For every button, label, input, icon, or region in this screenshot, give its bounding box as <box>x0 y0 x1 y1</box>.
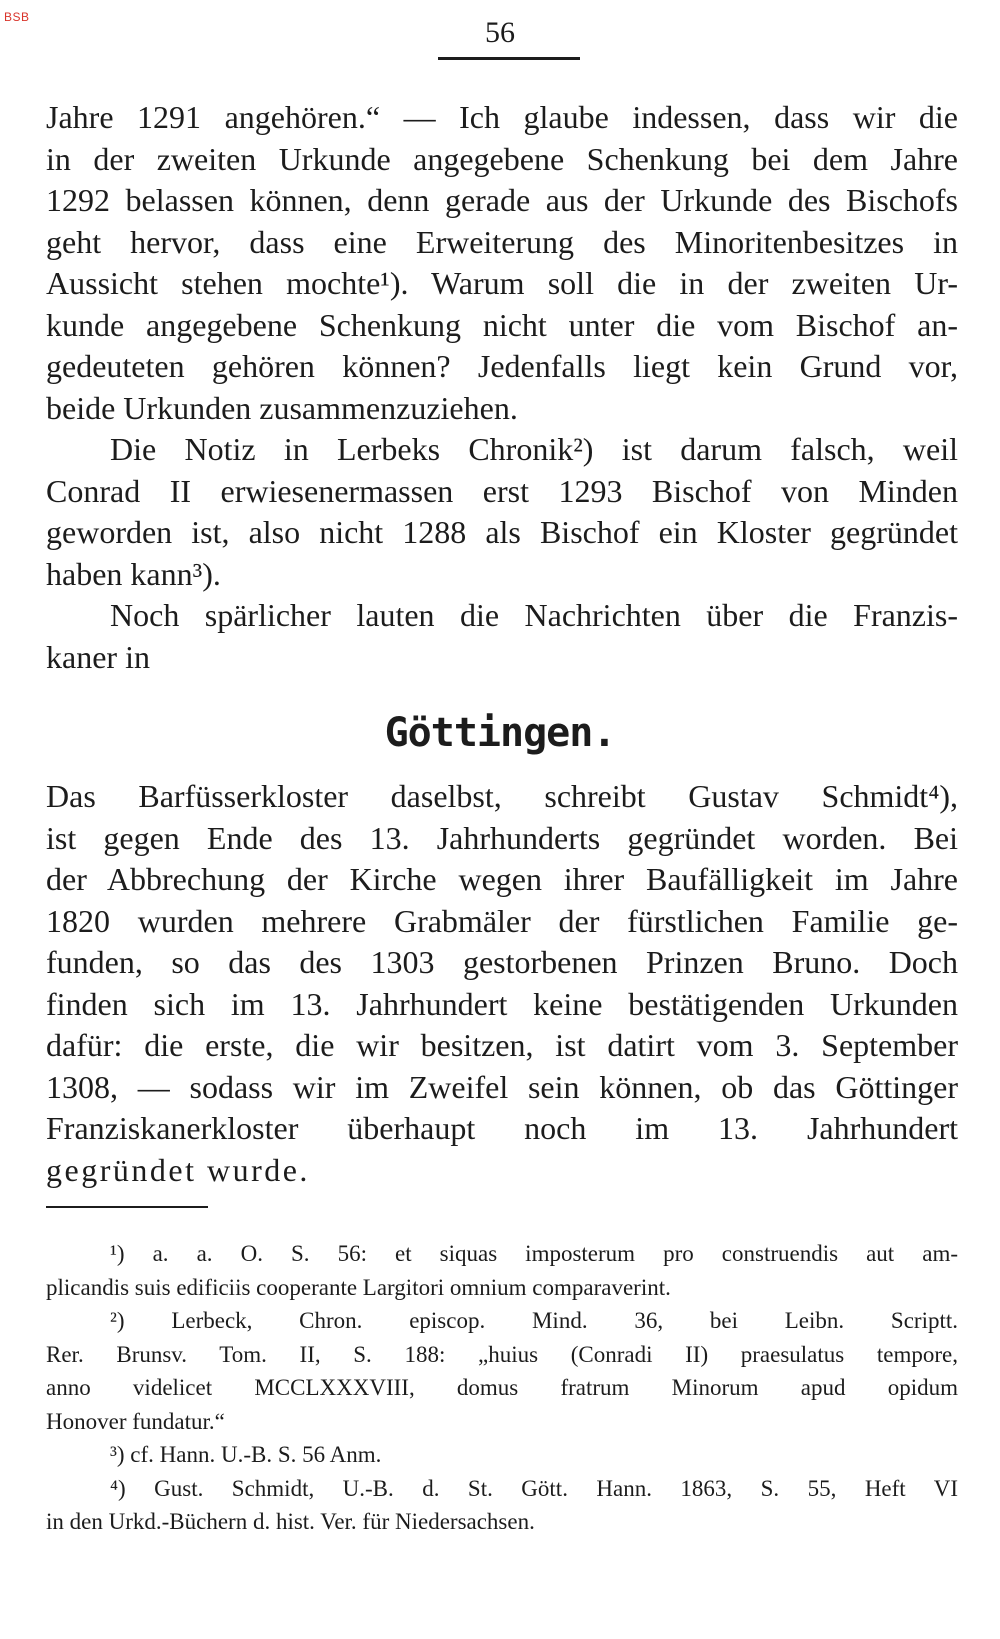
text-line: 1820 wurden mehrere Grabmäler der fürstlichen Familie ge- <box>46 902 958 939</box>
footnote-line: ¹) a. a. O. S. 56: et siquas imposterum pro construendis aut am- <box>110 1241 958 1266</box>
library-watermark: BSB <box>4 10 30 24</box>
footnote-line: anno videlicet MCCLXXXVIII, domus fratrum Minorum apud opidum <box>46 1375 958 1400</box>
text-line: kunde angegebene Schenkung nicht unter die vom Bischof an- <box>46 306 958 343</box>
footnote-separator <box>46 1206 208 1208</box>
text-line: kaner in <box>46 638 150 675</box>
main-text-top <box>46 97 958 678</box>
text-line: der Abbrechung der Kirche wegen ihrer Baufälligkeit im Jahre <box>46 861 958 897</box>
page-number: 56 <box>485 16 515 49</box>
text-line: finden sich im 13. Jahrhundert keine bestätigenden Urkunden <box>46 985 958 1022</box>
footnotes <box>46 1237 958 1539</box>
text-line: Noch spärlicher lauten die Nachrichten über die Franzis- <box>110 597 958 633</box>
text-line: funden, so das des 1303 gestorbenen Prinzen Bruno. Doch <box>46 944 958 980</box>
text-line: Das Barfüsserkloster daselbst, schreibt Gustav Schmidt⁴), <box>46 778 958 814</box>
text-line: beide Urkunden zusammenzuziehen. <box>46 389 518 426</box>
footnote-line: ⁴) Gust. Schmidt, U.-B. d. St. Gött. Hann. 1863, S. 55, Heft VI <box>110 1475 958 1501</box>
text-line: Franziskanerkloster überhaupt noch im 13. Jahrhundert <box>46 1110 958 1146</box>
text-line: gedeuteten gehören können? Jedenfalls liegt kein Grund vor, <box>46 348 958 384</box>
text-line: geworden ist, also nicht 1288 als Bischof ein Kloster gegründet <box>46 514 958 550</box>
footnote-line: ³) cf. Hann. U.-B. S. 56 Anm. <box>110 1442 382 1467</box>
header-rule <box>438 57 580 60</box>
footnote-line: ²) Lerbeck, Chron. episcop. Mind. 36, bei Leibn. Scriptt. <box>110 1308 958 1333</box>
footnote-line: Rer. Brunsv. Tom. II, S. 188: „huius (Conradi II) praesulatus tempore, <box>46 1341 958 1367</box>
footnote-line: in den Urkd.-Büchern d. hist. Ver. für Niedersachsen. <box>46 1509 535 1534</box>
section-heading: Göttingen. <box>384 710 616 756</box>
text-line: ist gegen Ende des 13. Jahrhunderts gegründet worden. Bei <box>46 819 958 856</box>
footnote-line: plicandis suis edificiis cooperante Largitori omnium comparaverint. <box>46 1274 671 1300</box>
text-line: 1308, — sodass wir im Zweifel sein können, ob das Göttinger <box>46 1068 958 1105</box>
text-line: gegründet wurde. <box>46 1151 310 1188</box>
text-line: in der zweiten Urkunde angegebene Schenkung bei dem Jahre <box>46 140 958 177</box>
main-text-bottom <box>46 776 958 1191</box>
text-line: Jahre 1291 angehören.“ — Ich glaube indessen, dass wir die <box>46 99 958 135</box>
text-line: dafür: die erste, die wir besitzen, ist datirt vom 3. September <box>46 1027 958 1063</box>
footnote-line: Honover fundatur.“ <box>46 1408 225 1434</box>
text-line: Die Notiz in Lerbeks Chronik²) ist darum falsch, weil <box>110 431 958 467</box>
text-line: Aussicht stehen mochte¹). Warum soll die in der zweiten Ur- <box>46 265 958 301</box>
text-line: geht hervor, dass eine Erweiterung des Minoritenbesitzes in <box>46 223 958 260</box>
text-line: haben kann³). <box>46 555 221 592</box>
text-line: Conrad II erwiesenermassen erst 1293 Bischof von Minden <box>46 472 958 509</box>
text-line: 1292 belassen können, denn gerade aus der Urkunde des Bischofs <box>46 182 958 218</box>
